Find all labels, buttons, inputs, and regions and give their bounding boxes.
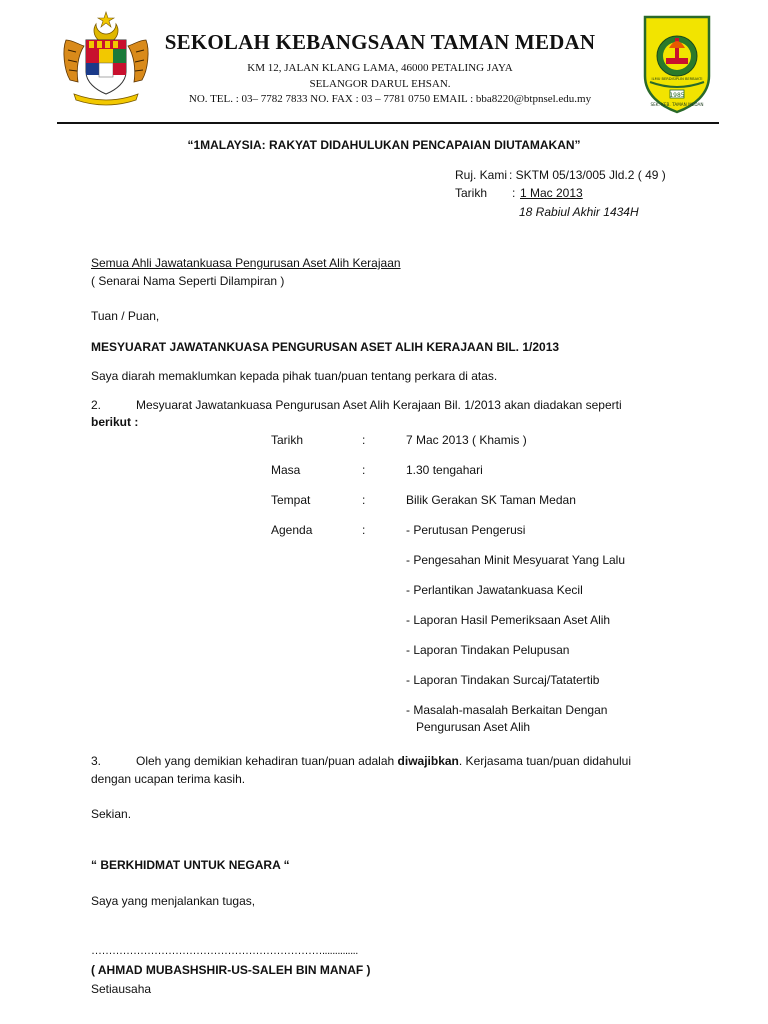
paragraph-3-text-a: Oleh yang demikian kehadiran tuan/puan adalah <box>136 754 398 768</box>
signatory-name: ( AHMAD MUBASHSHIR-US-SALEH BIN MANAF ) <box>91 963 371 977</box>
subject: MESYUARAT JAWATANKUASA PENGURUSAN ASET ALIH KERAJAAN BIL. 1/2013 <box>91 340 560 354</box>
paragraph-2-line-2: berikut : <box>91 415 139 429</box>
tarikh-label: Tarikh <box>455 186 488 200</box>
detail-colon-tarikh: : <box>362 433 366 447</box>
agenda-item: Pengurusan Aset Alih <box>406 720 531 734</box>
crest-year: 1985 <box>669 92 685 99</box>
agenda-item: - Masalah-masalah Berkaitan Dengan <box>406 703 608 717</box>
detail-colon-tempat: : <box>362 493 366 507</box>
signoff: Saya yang menjalankan tugas, <box>91 894 256 908</box>
ruj-value: : SKTM 05/13/005 Jld.2 ( 49 ) <box>509 168 666 182</box>
agenda-item: - Perutusan Pengerusi <box>406 523 526 537</box>
salutation: Tuan / Puan, <box>91 309 160 323</box>
agenda-item: - Laporan Hasil Pemeriksaan Aset Alih <box>406 613 611 627</box>
paragraph-2-number: 2. <box>91 398 102 412</box>
tarikh-value: 1 Mac 2013 <box>520 186 583 200</box>
agenda-item: - Pengesahan Minit Mesyuarat Yang Lalu <box>406 553 626 567</box>
paragraph-3-text-b: . Kerjasama tuan/puan didahului <box>458 754 632 768</box>
school-crest-logo <box>642 14 712 114</box>
paragraph-1: Saya diarah memaklumkan kepada pihak tuan/puan tentang perkara di atas. <box>91 369 498 383</box>
detail-value-tempat: Bilik Gerakan SK Taman Medan <box>406 493 576 507</box>
address-line-1: KM 12, JALAN KLANG LAMA, 46000 PETALING JAYA <box>247 62 513 74</box>
crest-ribbon-text: ILMU BERDISIPLIN BERBAKTI <box>651 77 703 81</box>
detail-label-agenda: Agenda <box>271 523 313 537</box>
header-divider <box>57 122 719 124</box>
closing: Sekian. <box>91 807 132 821</box>
detail-colon-agenda: : <box>362 523 366 537</box>
signatory-position: Setiausaha <box>91 982 152 996</box>
detail-label-masa: Masa <box>271 463 301 477</box>
hijri-date: 18 Rabiul Akhir 1434H <box>519 205 639 219</box>
slogan: “ BERKHIDMAT UNTUK NEGARA “ <box>91 858 290 872</box>
coat-of-arms-logo <box>56 10 156 110</box>
paragraph-3-bold: diwajibkan <box>397 754 459 768</box>
agenda-item: - Perlantikan Jawatankuasa Kecil <box>406 583 583 597</box>
school-name: SEKOLAH KEBANGSAAN TAMAN MEDAN <box>164 30 596 54</box>
signature-line: ………………………………………………………….............. <box>91 945 358 957</box>
detail-colon-masa: : <box>362 463 366 477</box>
address-line-2: SELANGOR DARUL EHSAN. <box>309 78 451 90</box>
agenda-item: - Laporan Tindakan Pelupusan <box>406 643 570 657</box>
paragraph-3-line-2: dengan ucapan terima kasih. <box>91 772 246 786</box>
crest-bottom-text: SEK. KEB. TAMAN MEDAN <box>650 102 704 107</box>
paragraph-2-line-1: Mesyuarat Jawatankuasa Pengurusan Aset Alih Kerajaan Bil. 1/2013 akan diadakan seperti <box>136 398 622 412</box>
paragraph-3-line-1 <box>136 754 631 768</box>
motto: “1MALAYSIA: RAKYAT DIDAHULUKAN PENCAPAIAN DIUTAMAKAN” <box>187 138 581 152</box>
detail-value-tarikh: 7 Mac 2013 ( Khamis ) <box>406 433 527 447</box>
recipient-line-2: ( Senarai Nama Seperti Dilampiran ) <box>91 274 285 288</box>
tarikh-colon: : <box>512 186 516 200</box>
contact-line: NO. TEL. : 03– 7782 7833 NO. FAX : 03 – 7781 0750 EMAIL : bba8220@btpnsel.edu.my <box>188 93 592 105</box>
recipient-line-1: Semua Ahli Jawatankuasa Pengurusan Aset Alih Kerajaan <box>91 256 401 270</box>
detail-label-tempat: Tempat <box>271 493 311 507</box>
ruj-label: Ruj. Kami <box>455 168 508 182</box>
agenda-item: - Laporan Tindakan Surcaj/Tatatertib <box>406 673 600 687</box>
paragraph-3-number: 3. <box>91 754 102 768</box>
detail-label-tarikh: Tarikh <box>271 433 304 447</box>
detail-value-masa: 1.30 tengahari <box>406 463 483 477</box>
